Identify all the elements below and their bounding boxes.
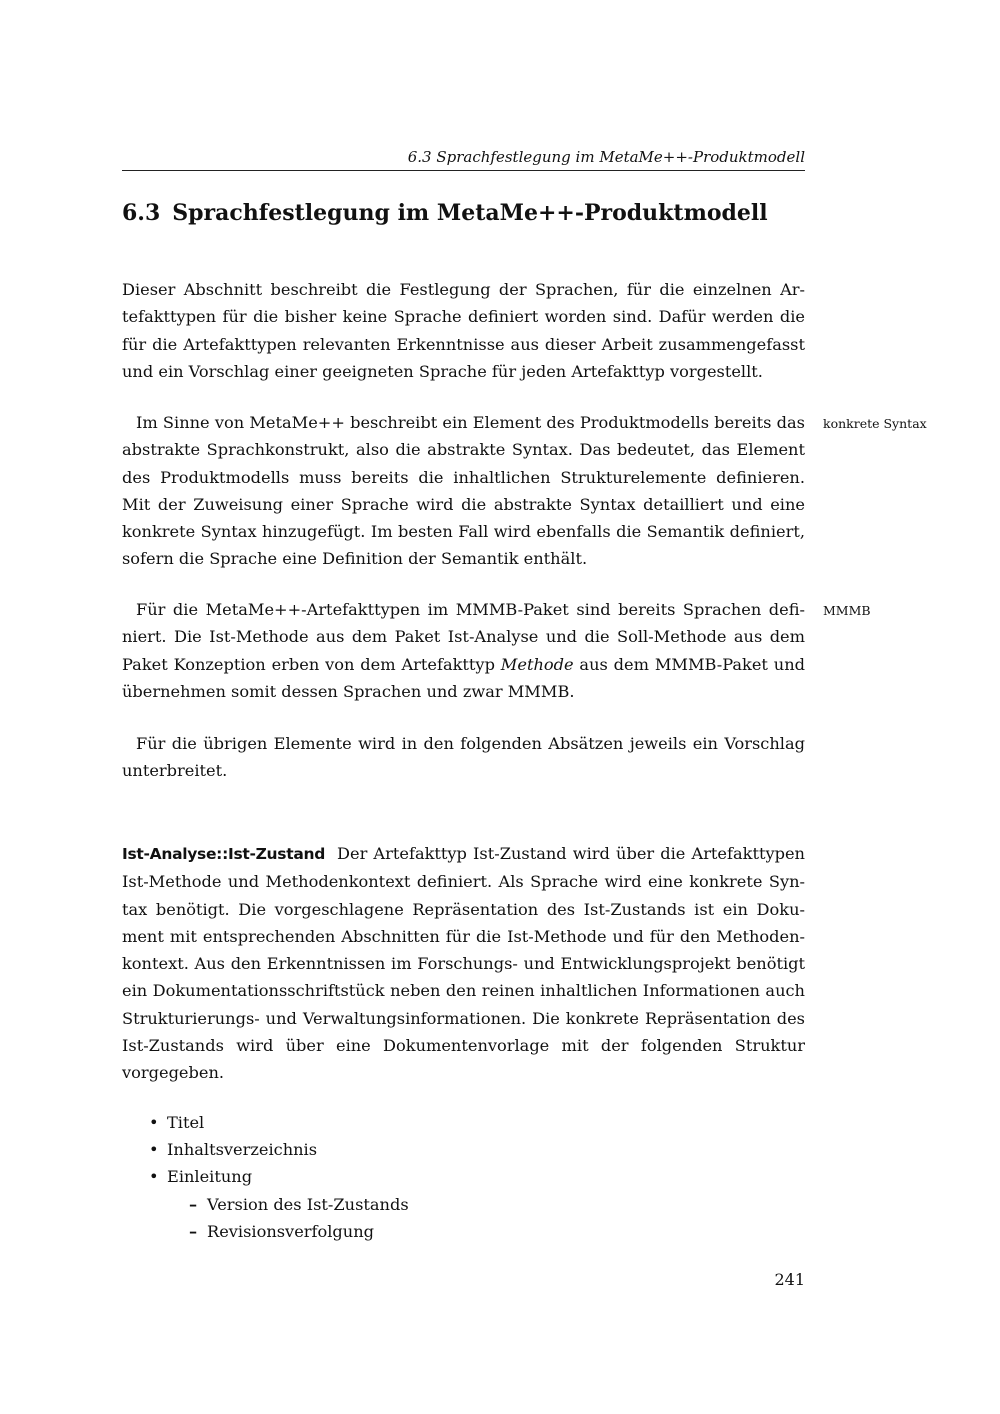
sub-list-item: – Version des Ist-Zustands [122,1191,805,1218]
page-number: 241 [774,1270,805,1289]
ist-zustand-heading: Ist-Analyse::Ist-Zustand [122,845,326,863]
ist-zustand-text: Der Artefakttyp Ist-Zustand wird über die Artefakttypen Ist-Methode und Methodenkontext definiert. Als Sprache wird eine konkrete Syntax benötigt. Die vorgeschlagene Repräsentation des Ist-Zustands ist ein Dokument mit entsprechenden Abschnitten für die Ist-Methode und für den Methodenkontext. Aus den Erkenntnissen im Forschungs- und Entwicklungsprojekt benötigt ein Dokumentationsschriftstück neben den reinen inhaltlichen Informationen auch Strukturierungs- und Verwaltungsinformationen. Die konkrete Repräsentation des Ist-Zustands wird über eine Dokumentenvorlage mit der folgenden Struktur vorgegeben. [122,844,805,1083]
intro-paragraph: Dieser Abschnitt beschreibt die Festlegung der Sprachen, für die einzelnen Artefakttypen für die bisher keine Sprache definiert worden sind. Dafür werden die für die Artefakttypen relevanten Erkenntnisse aus dieser Arbeit zusammengefasst und ein Vorschlag einer geeigneten Sprache für jeden Artefakttyp vorgestellt. [122,280,805,381]
mmmb-paragraph [122,596,805,705]
mmmb-emphasis: Methode [500,654,574,674]
list-item: • Inhaltsverzeichnis [122,1136,805,1163]
list-item: • Titel [122,1109,805,1136]
running-head: 6.3 Sprachfestlegung im MetaMe++-Produktmodell [122,148,805,171]
list-item: • Einleitung [122,1163,805,1190]
mmmb-text-after: aus dem MMMB-Paket und übernehmen somit dessen Sprachen und zwar MMMB. [122,654,805,701]
sub-list-item: – Revisionsverfolgung [122,1218,805,1245]
ist-zustand-paragraph [122,840,805,1087]
section-title [122,200,768,226]
remaining-paragraph: Für die übrigen Elemente wird in den folgenden Absätzen jeweils ein Vorschlag unterbreitet. [122,734,805,781]
mmmb-text-before: Für die MetaMe++-Artefakttypen im MMMB-Paket sind bereits Sprachen definiert. Die Ist-Methode aus dem Paket Ist-Analyse und die Soll-Methode aus dem Paket Konzeption erben von dem Artefakttyp [122,600,805,674]
margin-note-mmmb: MMMB [823,603,871,618]
structure-list [122,1109,805,1245]
section-title-text: Sprachfestlegung im MetaMe++-Produktmodell [172,200,768,226]
section-number: 6.3 [122,200,161,226]
margin-note-konkrete-syntax: konkrete Syntax [823,416,927,431]
syntax-paragraph: Im Sinne von MetaMe++ beschreibt ein Element des Produktmodells bereits das abstrakte Sprachkonstrukt, also die abstrakte Syntax. Das bedeutet, das Element des Produktmodells muss bereits die inhaltlichen Strukturelemente definieren. Mit der Zuweisung einer Sprache wird die abstrakte Syntax detailliert und eine konkrete Syntax hinzugefügt. Im besten Fall wird ebenfalls die Semantik definiert, sofern die Sprache eine Definition der Semantik enthält. [122,413,805,569]
